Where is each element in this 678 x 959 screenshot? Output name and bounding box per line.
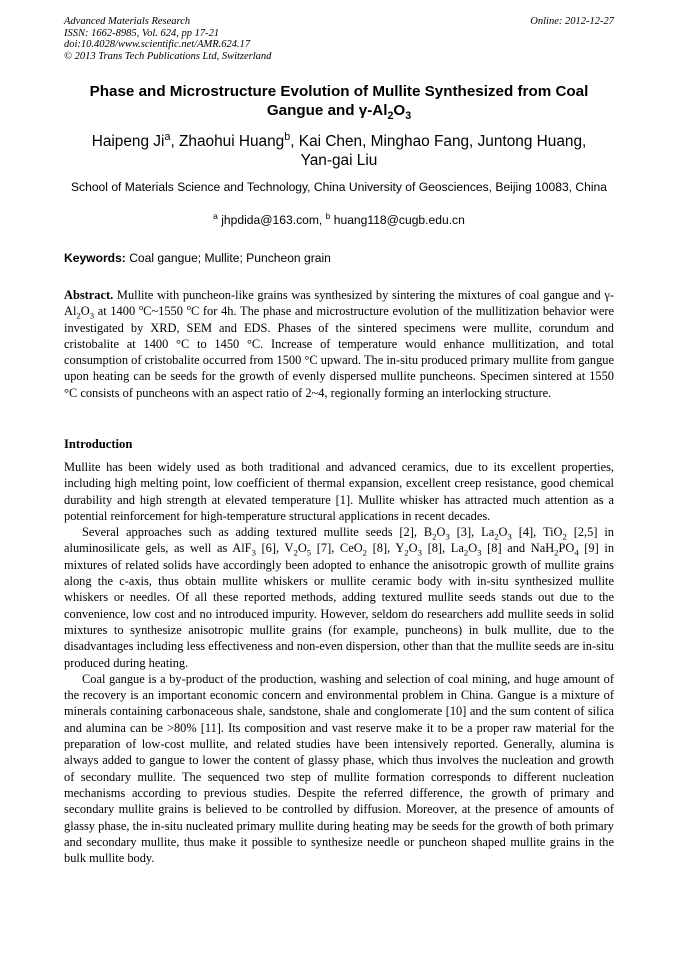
keywords-text: Coal gangue; Mullite; Puncheon grain xyxy=(129,251,331,265)
email-a[interactable]: jhpdida@163.com, xyxy=(221,213,323,227)
copyright-line: © 2013 Trans Tech Publications Ltd, Switzerland xyxy=(64,50,272,62)
keywords xyxy=(64,251,331,265)
intro-paragraph-1: Mullite has been widely used as both traditional and advanced ceramics, due to its excellent properties, including high melting point, low coefficient of thermal expansion, excellent creep resistance, good chemical durability and high strength at elevated temperature [1]. Mullite whisker has attracted much attention as a potential reinforcement for high-temperature structural applications in recent decades. xyxy=(64,460,614,523)
author-list: Haipeng Ji$^a$, Zhaohui Huang$^b$, Kai Chen, Minghao Fang, Juntong Huang, Yan-gai Liu xyxy=(91,130,587,169)
online-date: Online: 2012-12-27 xyxy=(530,16,614,27)
title-line-1: Phase and Microstructure Evolution of Mullite Synthesized from Coal xyxy=(89,83,589,100)
issn-line: ISSN: 1662-8985, Vol. 624, pp 17-21 xyxy=(64,27,220,39)
doi-line: doi:10.4028/www.scientific.net/AMR.624.17 xyxy=(64,39,251,50)
journal-header xyxy=(64,16,271,62)
email-b[interactable]: huang118@cugb.edu.cn xyxy=(333,213,465,227)
introduction-heading: Introduction xyxy=(64,437,133,451)
introduction-body xyxy=(64,459,614,866)
keywords-label: Keywords: xyxy=(64,251,126,265)
abstract-label: Abstract. xyxy=(64,288,114,302)
abstract: Abstract. Mullite with puncheon-like grains was synthesized by sintering the mixtures of coal gangue and $\gamma-Al_2O_3$ at 1400 $^o$C~1550 $^o$C for 4h. The phase and microstructure evolution of the mullitization behavior were investigated by XRD, SEM and EDS. Phases of the sintered specimens were mullite, corundum and cristobalite at 1400 °C to 1450 °C. Increase of temperature would enhance mullitization, and total consumption of cristobalite occurred from 1500 °C upward. The in-situ produced primary mullite from gangue upon heating can be seeds for the growth of evenly dispersed mullite puncheons. Specimen sintered at 1550 °C consists of puncheons with an aspect ratio of 2~4, regionally forming an interlocking structure. xyxy=(64,288,614,400)
journal-name: Advanced Materials Research xyxy=(64,16,191,27)
intro-paragraph-2: Several approaches such as adding textured mullite seeds [2], $B_2O_3$ [3], $La_2O_3$ [4], TiO$_2$ [2,5] in aluminosilicate gels, as well as AlF$_3$ [6], $V_2O_5$ [7], CeO$_2$ [8], $Y_2O_3$ [8], $La_2O_3$ [8] and $NaH_2PO_4$ [9] in mixtures of related solids have accordingly been adopted to enhance the anisotropic growth of mullite grains along the c-axis, thus obtain mullite whiskers or mullite ceramic body with in-situ synthesized mullite whiskers or needles. Of all these reported methods, adding textured mullite seeds stands out due to the convenience, low cost and no introduced impurity. However, seldom do researchers add mullite seeds in solid mixtures to synthesize anisotropic mullite grains (for example, puncheons) in bulk mullite, due to the disadvantages including less effectiveness and non-even dispersion, other than that the mullite seeds are in-situ produced during heating. xyxy=(64,525,615,670)
title-line-2: Gangue and $\gamma-Al_2O_3$ xyxy=(266,102,412,123)
paper-title xyxy=(64,82,614,123)
affiliation: School of Materials Science and Technology, China University of Geosciences, Beijing 10083, China xyxy=(70,180,607,194)
intro-paragraph-3: Coal gangue is a by-product of the production, washing and selection of coal mining, and huge amount of the recovery is an important economic concern and environmental problem in China. Gangue is a mixture of minerals containing carbonaceous shale, sandstone, shale and conglomerate [10] and the sum content of silica and alumina can be >80% [11]. Its composition and vast reserve make it to be a proper raw material for the preparation of low-cost mullite, and related studies have been intensively reported. Generally, alumina is always added to gangue to lower the content of glassy phase, which thus involves the nucleation and growth of secondary mullite. The sequenced two step of mullite formation corresponds to different nucleation mechanisms according to previous studies. Despite the referred difference, the growth of primary and secondary mullite grains is believed to be controlled by diffusion. Moreover, at the presence of amounts of glassy phase, the in-situ nucleated primary mullite during heating may be seeds for the growth of both primary and secondary mullite, thus make it possible to synthesize needle or puncheon shaped mullite grains in the bulk mullite body. xyxy=(64,671,614,866)
author-emails: $^a$ jhpdida@163.com, $^b$ huang118@cugb.edu.cn xyxy=(213,210,465,227)
